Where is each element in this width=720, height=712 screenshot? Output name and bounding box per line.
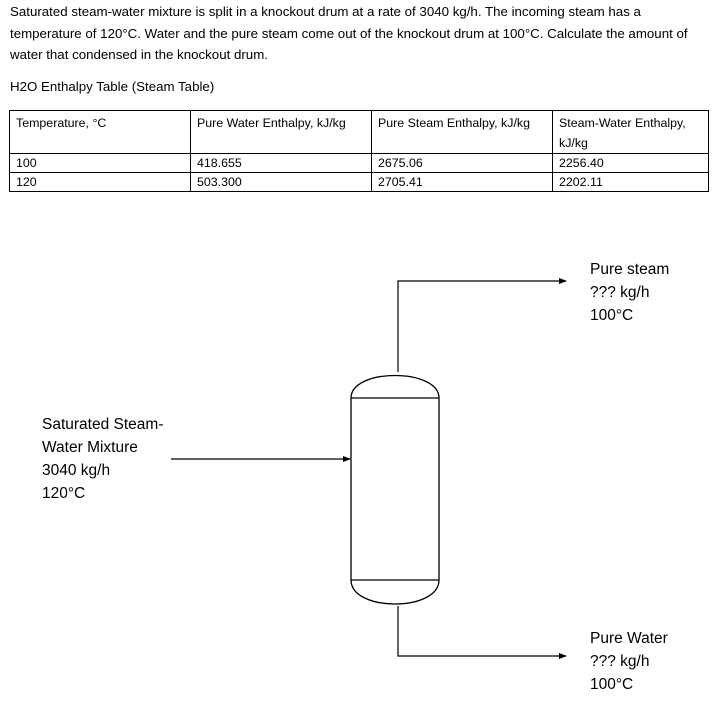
water-outlet-label	[590, 627, 668, 696]
cell-temperature: 100	[10, 154, 191, 173]
knockout-drum-vessel	[351, 376, 439, 605]
cell-pure-steam-enthalpy: 2675.06	[372, 154, 553, 173]
steam-outlet-label	[590, 258, 669, 327]
header-temperature: Temperature, °C	[10, 111, 191, 154]
problem-statement: Saturated steam-water mixture is split in a knockout drum at a rate of 3040 kg/h. The incoming steam has a temperature of 120°C. Water and the pure steam come out of the knockout drum at 100°C. Calculate the amount of water that condensed in the knockout drum.	[10, 4, 688, 62]
feed-temperature: 120°C	[42, 485, 86, 502]
cell-pure-water-enthalpy: 503.300	[191, 173, 372, 192]
table-title: H2O Enthalpy Table (Steam Table)	[10, 79, 215, 94]
water-outlet-temperature: 100°C	[590, 676, 634, 693]
steam-outlet-name: Pure steam	[590, 261, 670, 278]
steam-outlet-rate: ??? kg/h	[590, 284, 650, 301]
header-pure-water-enthalpy: Pure Water Enthalpy, kJ/kg	[191, 111, 372, 154]
feed-name-line1: Saturated Steam-	[42, 416, 164, 433]
water-outlet-rate: ??? kg/h	[590, 653, 650, 670]
header-steam-water-enthalpy: Steam-Water Enthalpy, kJ/kg	[553, 111, 709, 154]
cell-steam-water-enthalpy: 2202.11	[553, 173, 709, 192]
steam-outlet-arrow	[398, 281, 566, 372]
header-pure-steam-enthalpy: Pure Steam Enthalpy, kJ/kg	[372, 111, 553, 154]
steam-outlet-temperature: 100°C	[590, 307, 634, 324]
water-outlet-arrow	[398, 606, 566, 656]
feed-label	[42, 413, 163, 505]
water-outlet-name: Pure Water	[590, 630, 668, 647]
feed-rate: 3040 kg/h	[42, 462, 111, 479]
cell-pure-steam-enthalpy: 2705.41	[372, 173, 553, 192]
cell-pure-water-enthalpy: 418.655	[191, 154, 372, 173]
cell-steam-water-enthalpy: 2256.40	[553, 154, 709, 173]
feed-name-line2: Water Mixture	[42, 439, 138, 456]
cell-temperature: 120	[10, 173, 191, 192]
